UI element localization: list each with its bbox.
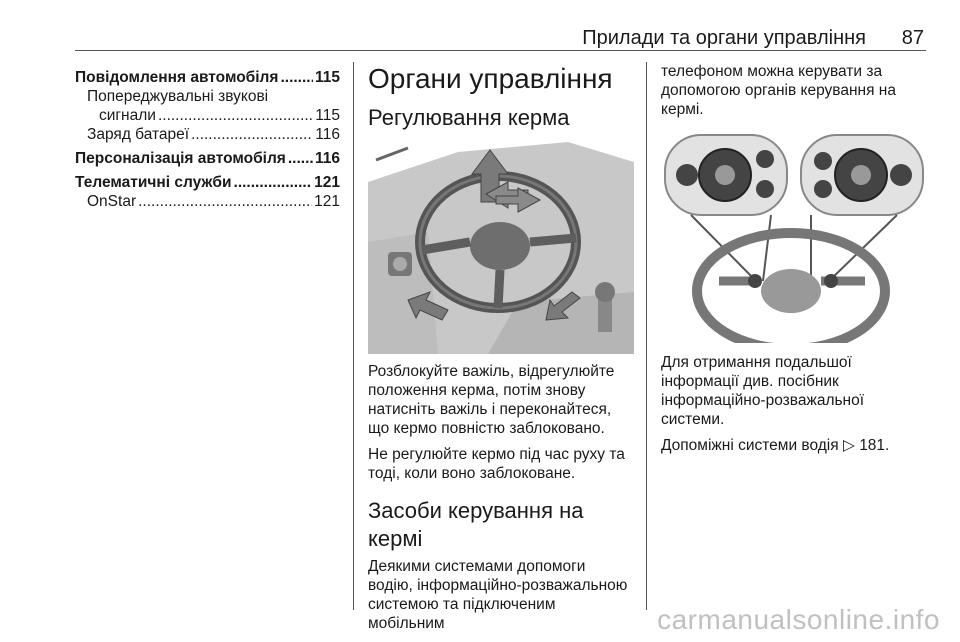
paragraph: телефоном можна керувати за допомогою органів керування на кермі.	[661, 63, 896, 118]
steering-controls-illustration	[661, 131, 927, 343]
paragraph: Для отримання подальшої інформації див. посібник інформаційно-розважальної системи.	[661, 354, 865, 428]
subheading-steering-controls: Засоби керування на кермі	[368, 498, 584, 551]
toc-column	[75, 68, 340, 211]
paragraph: Деякими системами допомоги водію, інформаційно-розважальною системою та підключеним мобільним	[368, 558, 628, 632]
toc-entry[interactable]: Заряд батареї ..... 116	[75, 125, 340, 144]
toc-entry[interactable]: OnStar ..... 121	[75, 192, 340, 211]
page-reference-link[interactable]: 181.	[859, 437, 890, 454]
toc-entry[interactable]: Попереджувальні звукові	[87, 88, 269, 105]
page-header	[75, 26, 926, 51]
steering-adjustment-illustration	[368, 142, 634, 354]
toc-entry[interactable]: сигнали ..... 115	[75, 106, 340, 125]
column-divider	[353, 62, 354, 610]
column-divider	[646, 62, 647, 610]
toc-entry[interactable]: Повідомлення автомобіля ..... 115	[75, 68, 340, 87]
page-number: 87	[901, 27, 924, 49]
toc-entry[interactable]: Телематичні служби ..... 121	[75, 173, 340, 192]
toc-entry[interactable]: Персоналізація автомобіля ..... 116	[75, 149, 340, 168]
paragraph: Розблокуйте важіль, відрегулюйте положення керма, потім знову натисніть важіль і переконайтеся, що кермо повністю заблоковано.	[368, 363, 615, 437]
subheading-steering-adjust: Регулювання керма	[368, 105, 570, 130]
section-heading: Органи управління	[368, 63, 613, 94]
main-column	[368, 62, 634, 640]
paragraph: Не регулюйте кермо під час руху та тоді, коли воно заблоковане.	[368, 446, 625, 482]
reference-arrow-icon: ▷	[842, 437, 855, 454]
paragraph-with-reference: Допоміжні системи водія ▷ 181.	[661, 437, 890, 454]
watermark: carmanualsonline.info	[657, 604, 940, 635]
page-title: Прилади та органи управління	[582, 27, 866, 49]
right-column	[661, 62, 927, 462]
